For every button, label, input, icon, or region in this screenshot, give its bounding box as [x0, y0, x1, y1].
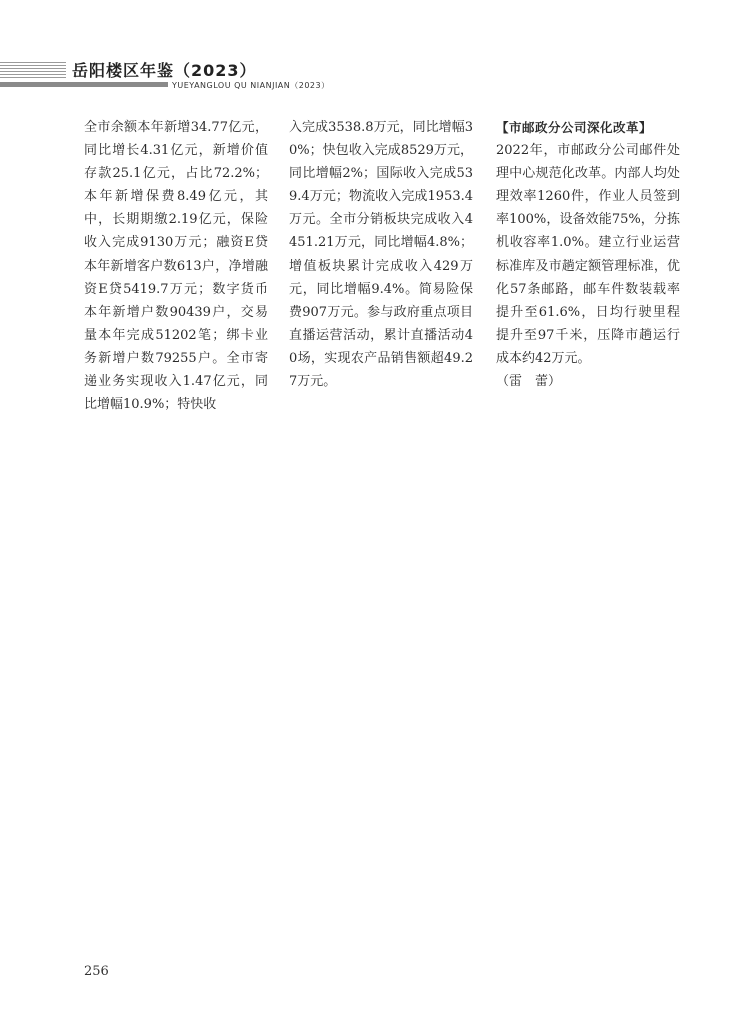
text-column-2	[289, 116, 473, 393]
running-header-title: 岳阳楼区年鉴（2023）	[72, 61, 257, 80]
text-column-3	[496, 116, 680, 393]
author-credit: （雷 蕾）	[496, 374, 562, 390]
text-column-1	[84, 116, 268, 416]
section-heading: 【市邮政分公司深化改革】	[496, 120, 653, 135]
running-header-subtitle: YUEYANGLOU QU NIANJIAN（2023）	[172, 81, 330, 90]
page-number: 256	[84, 964, 109, 979]
header-rule-bar	[0, 82, 168, 87]
paragraph-reform: 2022年，市邮政分公司邮件处理中心规范化改革。内部人均处理效率1260件，作业人员签到率100%，设备效能75%，分拣机收容率1.0%。建立行业运营标准库及市趟定额管理标准，优化57条邮路，邮车件数装载率提升至61.6%，日均行驶里程提升至97千米，压降市趟运行成本约42万元。	[496, 143, 680, 366]
paragraph-postal-revenue: 入完成3538.8万元，同比增幅30%；快包收入完成8529万元，同比增幅2%；国际收入完成539.4万元；物流收入完成1953.4万元。全市分销板块完成收入4451.21万元，同比增幅4.8%；增值板块累计完成收入429万元，同比增幅9.4%。简易险保费907万元。参与政府重点项目直播运营活动，累计直播活动40场，实现农产品销售额超49.27万元。	[289, 120, 473, 390]
paragraph-postal-finance: 全市余额本年新增34.77亿元，同比增长4.31亿元，新增价值存款25.1亿元，占比72.2%；本年新增保费8.49亿元，其中，长期期缴2.19亿元，保险收入完成9130万元；融资E贷本年新增客户数613户，净增融资E贷5419.7万元；数字货币本年新增户数90439户，交易量本年完成51202笔；绑卡业务新增户数79255户。全市寄递业务实现收入1.47亿元，同比增幅10.9%；特快收	[84, 120, 268, 413]
